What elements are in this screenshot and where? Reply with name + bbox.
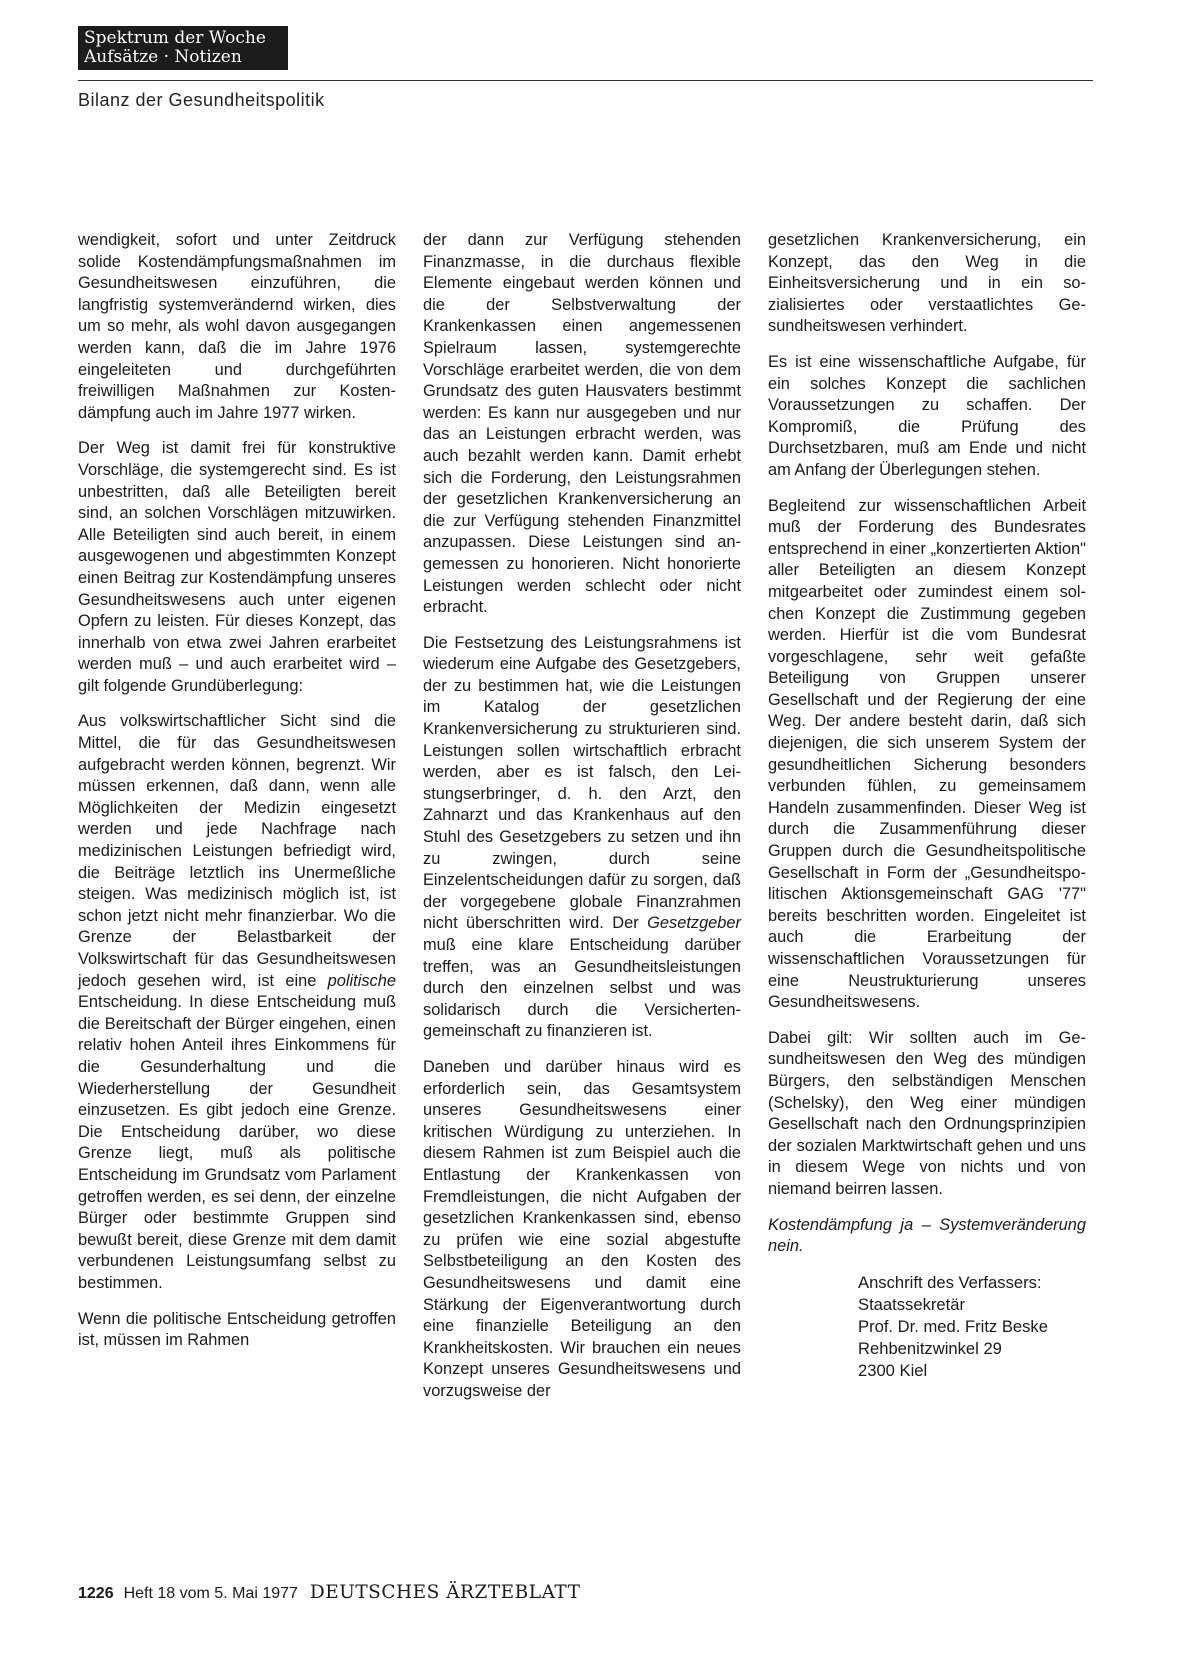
paragraph: Es ist eine wissenschaftliche Aufgabe, für ein solches Konzept die sachlichen Voraussetzungen zu schaffen. Der Kompromiß, die Prüfung des Durchsetzbaren, muß am Ende und nicht am Anfang der Überlegungen stehen. <box>768 352 1086 479</box>
paragraph: Dabei gilt: Wir sollten auch im Gesundheitswesen den Weg des mündigen Bürgers, den selbständigen Menschen (Schelsky), den Weg einer mündigen Gesellschaft nach den Ordnungsprinzipien der sozialen Marktwirtschaft gehen und uns in diesem Wege von nichts und von niemand beirren lassen. <box>768 1028 1086 1198</box>
paragraph: Der Weg ist damit frei für konstruktive Vorschläge, die systemgerecht sind. Es ist unbestritten, daß alle Beteiligten bereit sind, an solchen Vorschlägen mitzuwirken. Alle Beteiligten sind auch bereit, in einem ausgewogenen und abgestimmten Konzept einen Beitrag zur Kostendämpfung unseres Gesundheitswesens auch unter eigenen Opfern zu leisten. Für dieses Konzept, das innerhalb von etwa zwei Jahren erarbeitet werden muß – und auch erarbeitet wird – gilt folgende Grundüberlegung: <box>78 439 396 695</box>
address-street: Rehbenitzwinkel 29 <box>858 1338 1002 1358</box>
paragraph: wendigkeit, sofort und unter Zeitdruck solide Kostendämpfungsmaßnahmen im Gesundheitswesen einzuführen, die langfristig systemverändernd wirken, dies um so mehr, als wohl davon ausgegangen werden kann, daß die im Jahre 1976 eingeleiteten und durchgeführten freiwilligen Maßnahmen zur Kostendämpfung auch im Jahre 1977 wirken. <box>78 231 396 422</box>
page-footer <box>78 1582 580 1603</box>
running-head: Bilanz der Gesundheitspolitik <box>78 90 325 110</box>
paragraph-text: Aus volkswirtschaftlicher Sicht sind die Mittel, die für das Gesundheitswesen aufgebracht werden können, begrenzt. Wir müssen erkennen, daß dann, wenn alle Möglichkeiten der Medizin eingesetzt werden und jede Nachfrage nach medizinischen Leistungen befriedigt wird, die Beiträge letztlich ins Unermeßliche steigen. Was medizinisch möglich ist, ist schon jetzt nicht mehr finanzierbar. Wo die Grenze der Belastbarkeit der Volkswirtschaft für das Gesundheitswesen jedoch gesehen wird, ist eine <box>78 712 396 990</box>
section-badge <box>78 26 288 70</box>
issue-info: Heft 18 vom 5. Mai 1977 <box>123 1585 298 1602</box>
paragraph: gesetzlichen Krankenversicherung, ein Konzept, das den Weg in die Einheitsversicherung und in ein sozialisiertes oder verstaatlichtes Gesundheitswesen verhindert. <box>768 231 1086 336</box>
emphasis-text: Gesetzgeber <box>647 914 741 933</box>
paragraph-text: Die Festsetzung des Leistungsrahmens ist wiederum eine Aufgabe des Gesetzgebers, der zu bestimmen hat, wie die Leistungen im Katalog der gesetzlichen Krankenversicherung zu strukturieren sind. Leistungen sollen wirtschaftlich erbracht werden, aber es ist falsch, den Leistungserbringer, d. h. den Arzt, den Zahnarzt und das Krankenhaus auf den Stuhl des Gesetzgebers zu setzen und ihn zu zwingen, durch seine Einzelentscheidungen dafür zu sorgen, daß der vorgegebene globale Finanzrahmen nicht überschritten wird. Der <box>423 633 741 933</box>
author-address <box>858 1272 1086 1382</box>
address-heading: Anschrift des Verfassers: <box>858 1272 1042 1292</box>
paragraph <box>78 711 396 1294</box>
address-title: Staatssekretär <box>858 1294 965 1314</box>
paragraph-text: muß eine klare Entscheidung darüber treffen, was an Gesundheitsleistungen durch den einzelnen selbst und was solidarisch durch die Versichertengemeinschaft zu finanzieren ist. <box>423 936 741 1041</box>
paragraph-text: Entscheidung. In diese Entscheidung muß die Bereitschaft der Bürger eingehen, einen relativ hohen Anteil ihres Einkommens für die Gesunderhaltung und die Wiederherstellung der Gesundheit einzusetzen. Es gibt jedoch eine Grenze. Die Entscheidung darüber, wo diese Grenze liegt, muß als politische Entscheidung im Grundsatz vom Parlament getroffen werden, es sei denn, der einzelne Bürger oder bestimmte Gruppen sind bewußt bereit, diese Grenze mit dem damit verbundenen Leistungsumfang selbst zu bestimmen. <box>78 993 396 1292</box>
text-column-1 <box>78 230 396 1352</box>
paragraph: Begleitend zur wissenschaftlichen Arbeit muß der Forderung des Bundesrates entsprechend in einer „konzertierten Aktion" aller Beteiligten an diesem Konzept mitgearbeitet oder zumindest einem solchen Konzept die Zustimmung gegeben werden. Hierfür ist die vom Bundesrat vorgeschlagene, sehr weit gefaßte Beteiligung von Gruppen unserer Gesellschaft und der Regierung der eine Weg. Der andere besteht darin, daß sich diejenigen, die sich unserem System der gesundheitlichen Sicherung besonders verbunden fühlen, zu gemeinsamem Handeln zusammenfinden. Dieser Weg ist durch die Zusammenführung dieser Gruppen durch die Gesundheitspolitische Gesellschaft in Form der „Gesundheitspolitischen Aktionsgemeinschaft GAG '77" bereits beschritten worden. Eingeleitet ist auch die Erarbeitung der wissenschaftlichen Voraussetzungen für eine Neustrukturierung unseres Gesundheitswesens. <box>768 496 1086 1012</box>
section-badge-line2: Aufsätze · Notizen <box>84 47 242 67</box>
journal-name: DEUTSCHES ÄRZTEBLATT <box>309 1582 581 1603</box>
address-name: Prof. Dr. med. Fritz Beske <box>858 1316 1048 1336</box>
section-badge-line1: Spektrum der Woche <box>84 28 266 48</box>
paragraph: der dann zur Verfügung stehenden Finanzmasse, in die durchaus flexible Elemente eingebaut werden können und die der Selbstverwaltung der Krankenkassen einen angemessenen Spielraum lassen, systemgerechte Vorschläge erarbeitet werden, die von dem Grundsatz des guten Hausvaters bestimmt werden: Es kann nur ausgegeben und nur das an Leistungen erbracht werden, was auch bezahlt werden kann. Damit erhebt sich die Forderung, den Leistungsrahmen der gesetzlichen Krankenversicherung an die zur Verfügung stehenden Finanzmittel anzupassen. Diese Leistungen sind angemessen zu honorieren. Nicht honorierte Leistungen werden schlecht oder nicht erbracht. <box>423 231 741 617</box>
conclusion: Kostendämpfung ja – Systemveränderung nein. <box>768 1215 1086 1256</box>
paragraph: Wenn die politische Entscheidung getroffen ist, müssen im Rahmen <box>78 1309 396 1350</box>
text-column-2 <box>423 230 741 1402</box>
emphasis-text: politische <box>327 971 396 990</box>
text-column-3 <box>768 230 1086 1382</box>
address-city: 2300 Kiel <box>858 1360 928 1380</box>
header-rule <box>78 80 1093 81</box>
paragraph: Daneben und darüber hinaus wird es erforderlich sein, das Gesamtsystem unseres Gesundheitswesens einer kritischen Würdigung zu unterziehen. In diesem Rahmen ist zum Beispiel auch die Entlastung der Krankenkassen von Fremdleistungen, die nicht Aufgaben der gesetzlichen Krankenkassen sind, ebenso zu prüfen wie eine sozial abgestufte Selbstbeteiligung an den Kosten des Gesundheitswesens und damit eine Stärkung der Eigenverantwortung durch eine finanzielle Beteiligung an den Krankheitskosten. Wir brauchen ein neues Konzept unseres Gesundheitswesens und vorzugsweise der <box>423 1057 741 1400</box>
page-number: 1226 <box>78 1585 114 1602</box>
paragraph <box>423 633 741 1043</box>
